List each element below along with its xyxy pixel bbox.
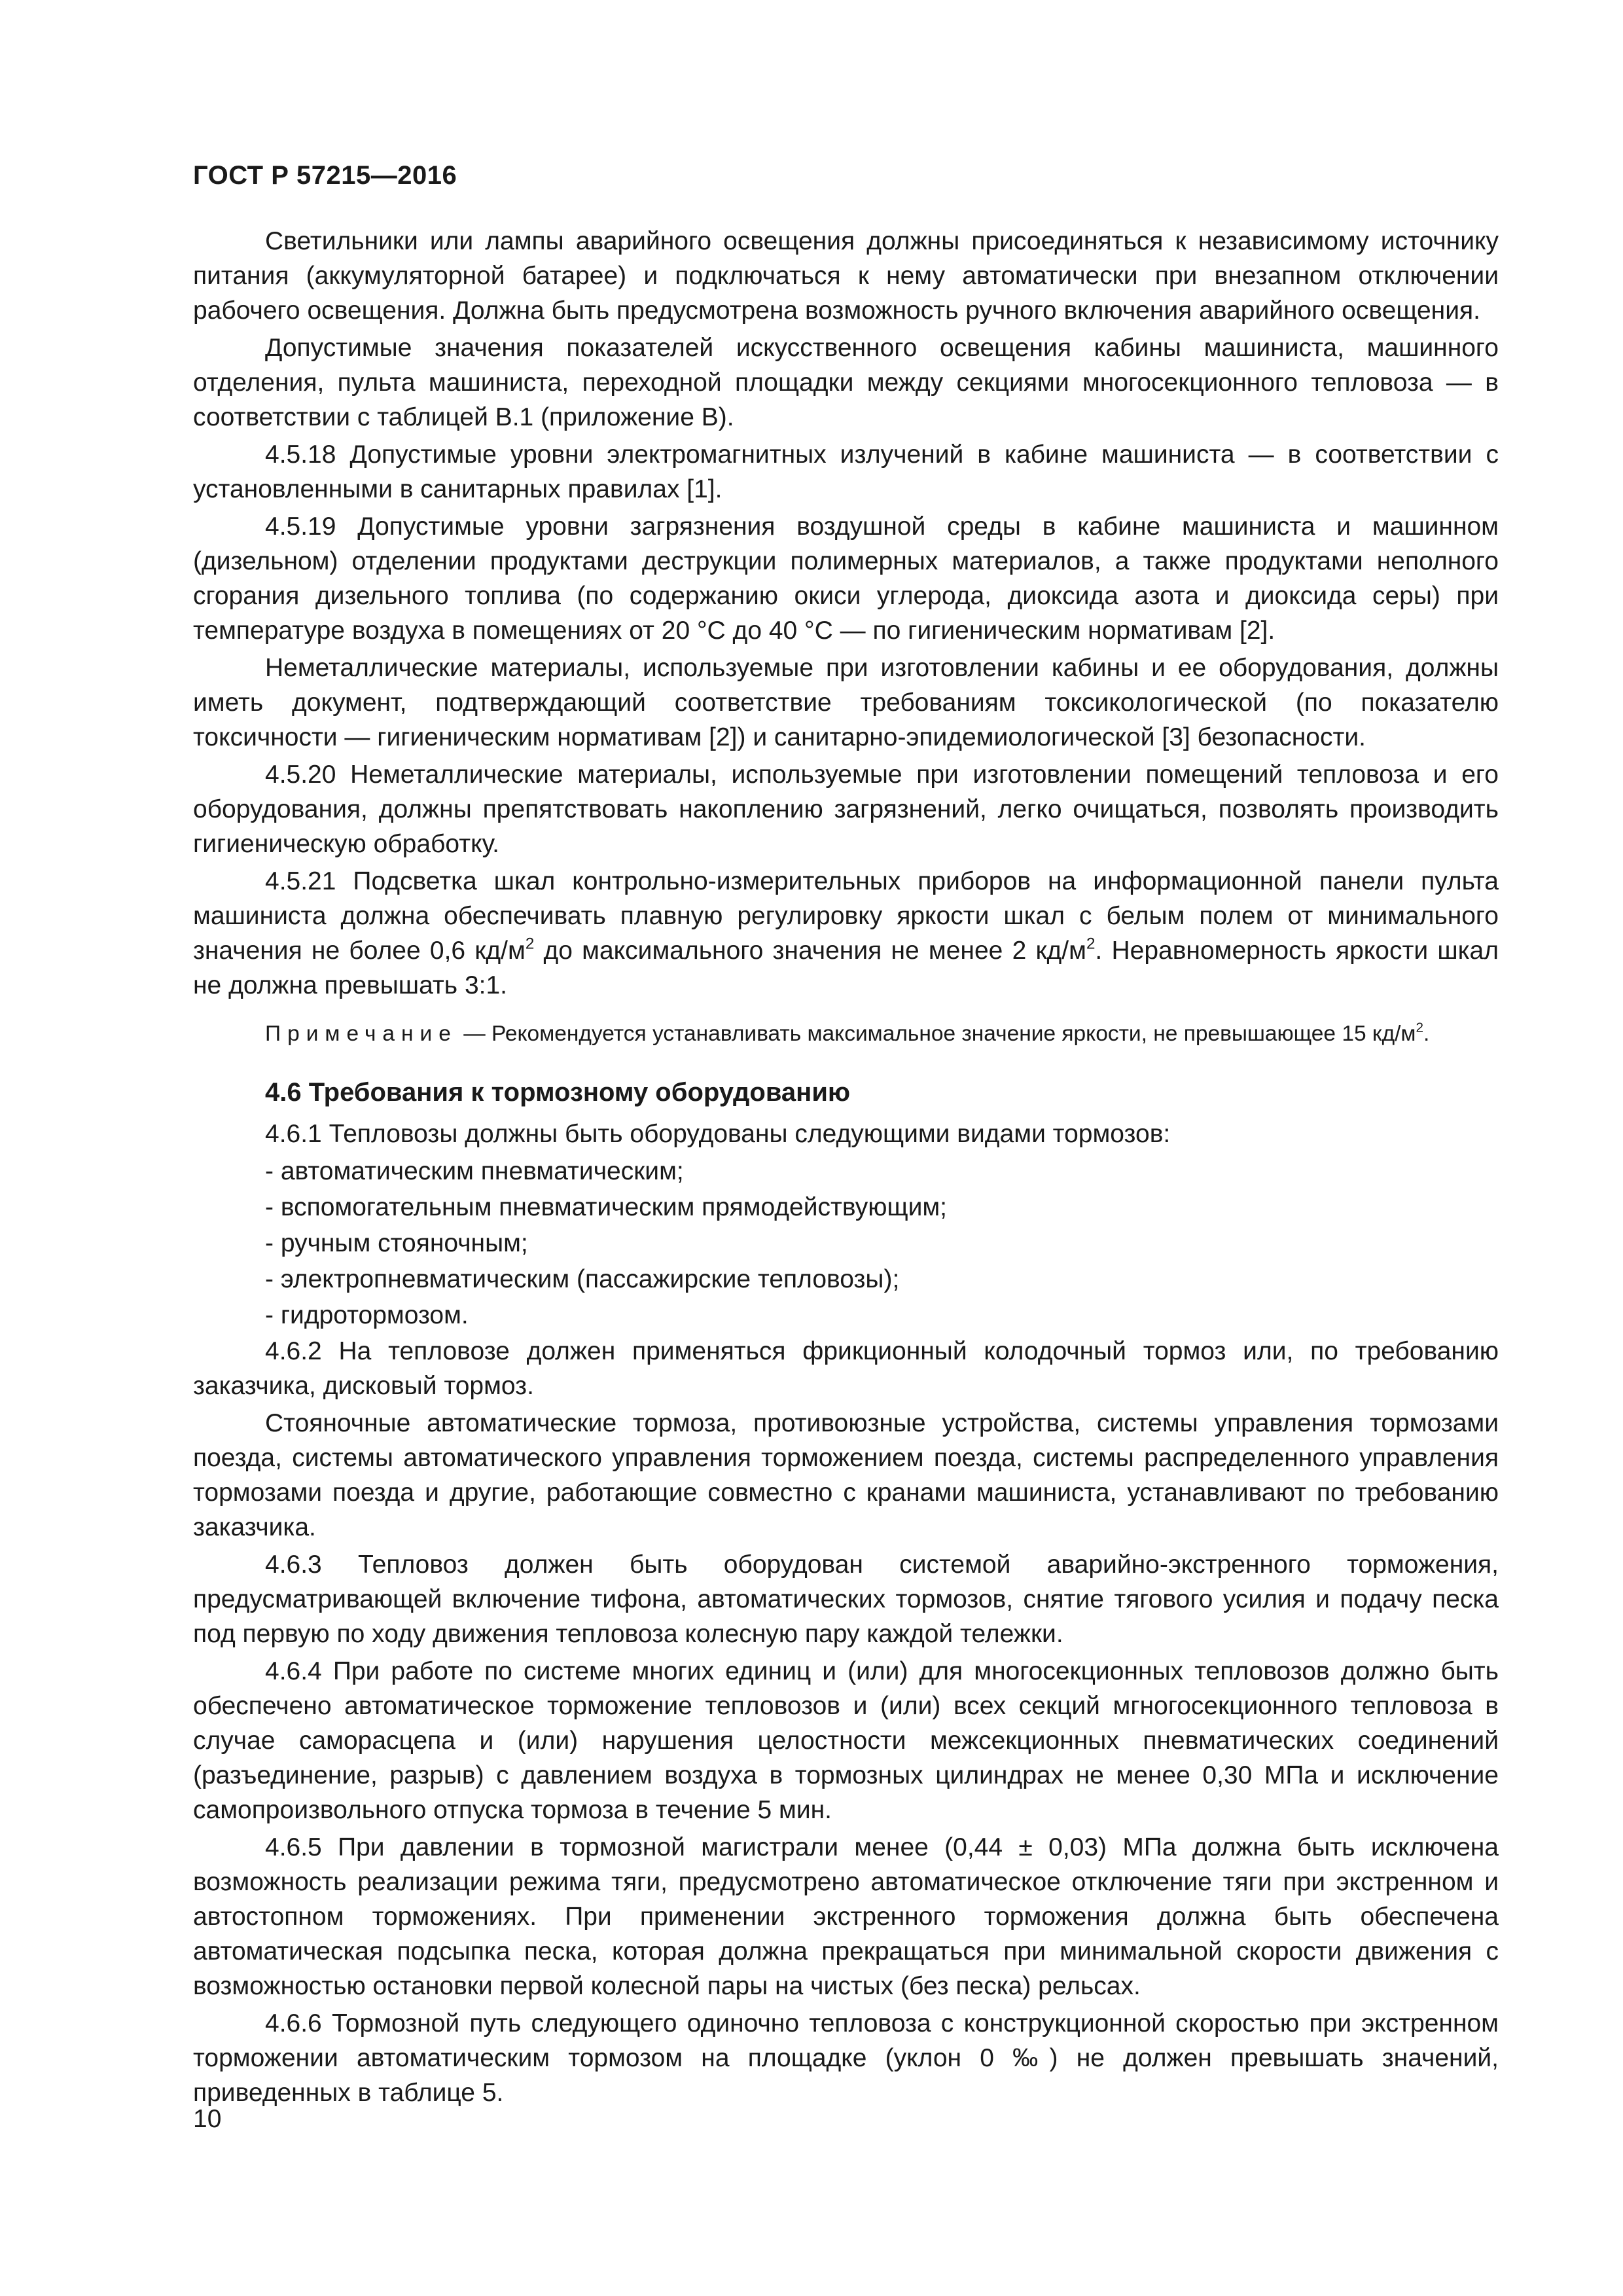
- clause-4-5-20: 4.5.20 Неметаллические материалы, используемые при изготовлении помещений тепловоза и его оборудования, должны препятствовать накоплению загрязнений, легко очищаться, позволять производить гигиеническую обработку.: [193, 761, 1499, 858]
- clause-4-5-19: 4.5.19 Допустимые уровни загрязнения воздушной среды в кабине машиниста и машинном (дизельном) отделении продуктами деструкции полимерных материалов, а также продуктами неполного сгорания дизельного топлива (по содержанию окиси углерода, диоксида азота и диоксида серы) при температуре воздуха в помещениях от 20 °С до 40 °С — по гигиеническим нормативам [2].: [193, 512, 1499, 645]
- paragraph-lighting-values: Допустимые значения показателей искусственного освещения кабины машиниста, машинного отделения, пульта машиниста, переходной площадки между секциями многосекционного тепловоза — в соответствии с таблицей В.1 (приложение В).: [193, 334, 1499, 431]
- list-item: - ручным стояночным;: [265, 1229, 528, 1257]
- page-number: 10: [193, 2105, 222, 2133]
- clause-4-6-5: 4.6.5 При давлении в тормозной магистрали менее (0,44 ± 0,03) МПа должна быть исключена возможность реализации режима тяги, предусмотрено автоматическое отключение тяги при экстренном и автостопном торможениях. При применении экстренного торможения должна быть обеспечена автоматическая подсыпка песка, которая должна прекращаться при минимальной скорости движения с возможностью остановки первой колесной пары на чистых (без песка) рельсах.: [193, 1833, 1499, 2000]
- paragraph-parking-brakes: Стояночные автоматические тормоза, противоюзные устройства, системы управления тормозами поезда, системы автоматического управления торможением поезда, системы распределенного управления тормозами поезда и другие, работающие совместно с кранами машиниста, устанавливают по требованию заказчика.: [193, 1409, 1499, 1541]
- clause-4-6-1: 4.6.1 Тепловозы должны быть оборудованы следующими видами тормозов:: [265, 1120, 1171, 1148]
- section-title-4-6: 4.6 Требования к тормозному оборудованию: [265, 1078, 851, 1107]
- note-brightness: Примечание — Рекомендуется устанавливать максимальное значение яркости, не превышающее 15 $кд/м^2$.: [265, 1020, 1430, 1046]
- list-item: - электропневматическим (пассажирские тепловозы);: [265, 1265, 900, 1293]
- clause-4-5-21: 4.5.21 Подсветка шкал контрольно-измерительных приборов на информационной панели пульта машиниста должна обеспечивать плавную регулировку яркости шкал с белым полем от минимального значения не более 0,6 $кд/м^2$ до максимального значения не менее 2 $кд/м^2$. Неравномерность яркости шкал не должна превышать 3:1.: [193, 867, 1499, 999]
- clause-4-6-4: 4.6.4 При работе по системе многих единиц и (или) для многосекционных тепловозов должно быть обеспечено автоматическое торможение тепловозов и (или) всех секций мгногосекционного тепловоза в случае саморасцепа и (или) нарушения целостности межсекционных пневматических соединений (разъединение, разрыв) с давлением воздуха в тормозных цилиндрах не менее 0,30 МПа и исключение самопроизвольного отпуска тормоза в течение 5 мин.: [193, 1657, 1499, 1824]
- paragraph-nonmetallic-materials: Неметаллические материалы, используемые при изготовлении кабины и ее оборудования, должны иметь документ, подтверждающий соответствие требованиям токсикологической (по показателю токсичности — гигиеническим нормативам [2]) и санитарно-эпидемиологической [3] безопасности.: [193, 654, 1499, 751]
- clause-4-5-18: 4.5.18 Допустимые уровни электромагнитных излучений в кабине машиниста — в соответствии с установленными в санитарных правилах [1].: [193, 440, 1499, 503]
- standard-id-header: ГОСТ Р 57215—2016: [193, 161, 457, 190]
- clause-4-6-3: 4.6.3 Тепловоз должен быть оборудован системой аварийно-экстренного торможения, предусматривающей включение тифона, автоматических тормозов, снятие тягового усилия и подачу песка под первую по ходу движения тепловоза колесную пару каждой тележки.: [193, 1551, 1499, 1648]
- list-item: - гидротормозом.: [265, 1301, 469, 1329]
- page-content: [193, 224, 1499, 2113]
- list-item: - автоматическим пневматическим;: [265, 1157, 684, 1185]
- clause-4-6-6: 4.6.6 Тормозной путь следующего одиночно тепловоза с конструкционной скоростью при экстренном торможении автоматическим тормозом на площадке (уклон 0 ‰) не должен превышать значений, приведенных в таблице 5.: [193, 2009, 1499, 2107]
- paragraph-emergency-lighting: Светильники или лампы аварийного освещения должны присоединяться к независимому источнику питания (аккумуляторной батарее) и подключаться к нему автоматически при внезапном отключении рабочего освещения. Должна быть предусмотрена возможность ручного включения аварийного освещения.: [193, 227, 1499, 325]
- list-item: - вспомогательным пневматическим прямодействующим;: [265, 1193, 948, 1221]
- clause-4-6-2: 4.6.2 На тепловозе должен применяться фрикционный колодочный тормоз или, по требованию заказчика, дисковый тормоз.: [193, 1337, 1499, 1400]
- note-label: Примечание: [265, 1022, 457, 1046]
